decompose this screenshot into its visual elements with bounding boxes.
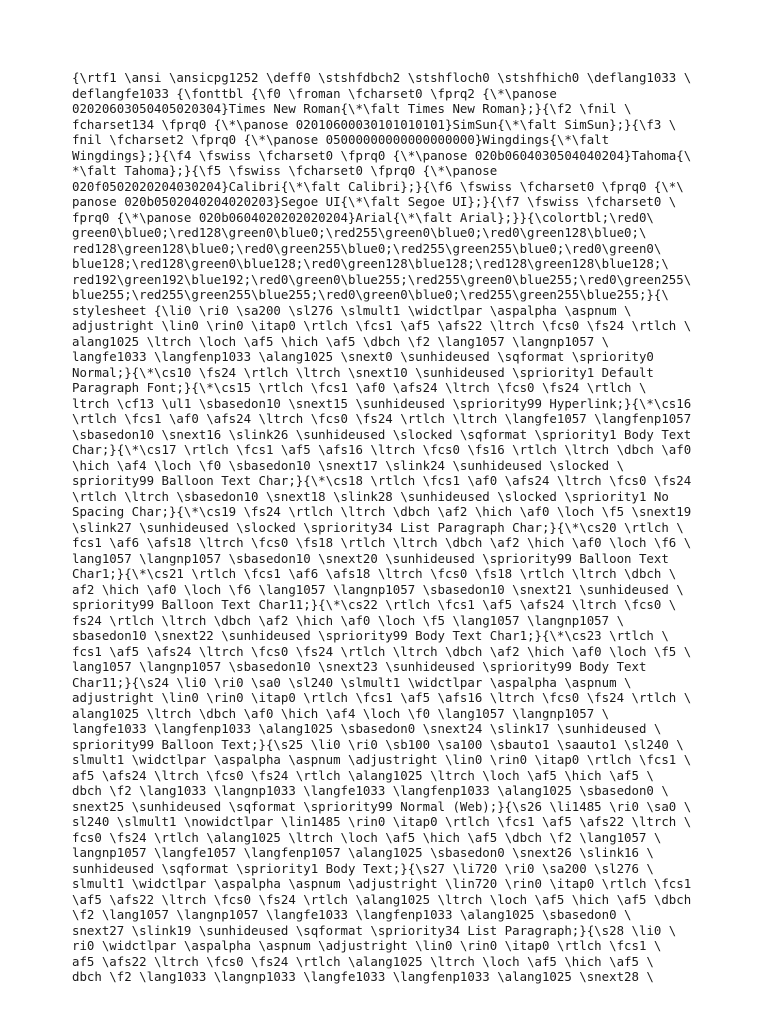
document-line: af5 \afs22 \ltrch \fcs0 \fs24 \rtlch \alang1025 \ltrch \loch \af5 \hich \af5 \ xyxy=(72,953,654,969)
document-line: fcs0 \fs24 \rtlch \alang1025 \ltrch \loch \af5 \hich \af5 \dbch \f2 \lang1057 \ xyxy=(72,829,662,845)
document-line: alang1025 \ltrch \loch \af5 \hich \af5 \dbch \f2 \lang1057 \langnp1057 \ xyxy=(72,333,610,349)
rtf-source-text xyxy=(72,70,702,985)
document-line: green0\blue0;\red128\green0\blue0;\red255\green0\blue0;\red0\green128\blue0;\ xyxy=(72,225,647,240)
document-line: alang1025 \ltrch \dbch \af0 \hich \af4 \loch \f0 \lang1057 \langnp1057 \ xyxy=(72,705,610,721)
document-line: {\rtf1 \ansi \ansicpg1252 \deff0 \stshfdbch2 \stshfloch0 \stshfhich0 \deflang1033 \ xyxy=(72,70,692,85)
document-line: ltrch \cf13 \ul1 \sbasedon10 \snext15 \sunhideused \spriority99 Hyperlink;}{\*\cs16 xyxy=(72,395,692,411)
document-line: Paragraph Font;}{\*\cs15 \rtlch \fcs1 \af0 \afs24 \ltrch \fcs0 \fs24 \rtlch \ xyxy=(72,380,647,395)
document-line: spriority99 Balloon Text;}{\s25 \li0 \ri0 \sb100 \sa100 \sbauto1 \saauto1 \sl240 \ xyxy=(72,736,684,752)
document-line: slmult1 \widctlpar \aspalpha \aspnum \adjustright \lin0 \rin0 \itap0 \rtlch \fcs1 \ xyxy=(72,752,692,767)
document-line: *\falt Tahoma};}{\f5 \fswiss \fcharset0 \fprq0 {\*\panose xyxy=(72,163,498,178)
document-line: sunhideused \sqformat \spriority1 Body Text;}{\s27 \li720 \ri0 \sa200 \sl276 \ xyxy=(72,860,654,876)
document-line: \f2 \lang1057 \langnp1057 \langfe1033 \langfenp1033 \alang1025 \sbasedon0 \ xyxy=(72,907,632,922)
document-line: \sbasedon10 \snext16 \slink26 \sunhideused \slocked \sqformat \spriority1 Body Text xyxy=(72,426,692,442)
document-line: panose 020b0502040204020203}Segoe UI{\*\falt Segoe UI};}{\f7 \fswiss \fcharset0 \ xyxy=(72,194,677,209)
document-line: fcs1 \af6 \afs18 \ltrch \fcs0 \fs18 \rtlch \ltrch \dbch \af2 \hich \af0 \loch \f6 \ xyxy=(72,535,692,550)
document-line: Spacing Char;}{\*\cs19 \fs24 \rtlch \ltrch \dbch \af2 \hich \af0 \loch \f5 \snext19 xyxy=(72,504,692,519)
document-line: 02020603050405020304}Times New Roman{\*\falt Times New Roman};}{\f2 \fnil \ xyxy=(72,101,632,116)
document-line: snext27 \slink19 \sunhideused \sqformat \spriority34 List Paragraph;}{\s28 \li0 \ xyxy=(72,922,677,938)
document-line: snext25 \sunhideused \sqformat \spriority99 Normal (Web);}{\s26 \li1485 \ri0 \sa0 \ xyxy=(72,798,692,814)
document-line: dbch \f2 \lang1033 \langnp1033 \langfe1033 \langfenp1033 \alang1025 \sbasedon0 \ xyxy=(72,783,669,798)
document-line: stylesheet {\li0 \ri0 \sa200 \sl276 \slmult1 \widctlpar \aspalpha \aspnum \ xyxy=(72,302,632,318)
document-line: Wingdings};}{\f4 \fswiss \fcharset0 \fprq0 {\*\panose 020b0604030504040204}Tahoma{\ xyxy=(72,147,692,163)
document-line: slmult1 \widctlpar \aspalpha \aspnum \adjustright \lin720 \rin0 \itap0 \rtlch \fcs1 xyxy=(72,876,692,891)
document-line: \hich \af4 \loch \f0 \sbasedon10 \snext17 \slink24 \sunhideused \slocked \ xyxy=(72,457,625,473)
document-line: red128\green128\blue0;\red0\green255\blue0;\red255\green255\blue0;\red0\green0\ xyxy=(72,240,662,256)
document-line: Char;}{\*\cs17 \rtlch \fcs1 \af5 \afs16 \ltrch \fcs0 \fs16 \rtlch \ltrch \dbch \af0 xyxy=(72,442,692,457)
document-line: fprq0 {\*\panose 020b0604020202020204}Arial{\*\falt Arial};}}{\colortbl;\red0\ xyxy=(72,209,654,225)
document-line: \af5 \afs22 \ltrch \fcs0 \fs24 \rtlch \alang1025 \ltrch \loch \af5 \hich \af5 \dbch xyxy=(72,891,692,907)
document-line: blue128;\red128\green0\blue128;\red0\green128\blue128;\red128\green128\blue128;\ xyxy=(72,256,669,271)
document-line: lang1057 \langnp1057 \sbasedon10 \snext23 \sunhideused \spriority99 Body Text xyxy=(72,659,647,674)
document-line: langfe1033 \langfenp1033 \alang1025 \snext0 \sunhideused \sqformat \spriority0 xyxy=(72,349,654,364)
document-line: adjustright \lin0 \rin0 \itap0 \rtlch \fcs1 \af5 \afs22 \ltrch \fcs0 \fs24 \rtlch \ xyxy=(72,318,692,333)
document-line: langfe1033 \langfenp1033 \alang1025 \sbasedon0 \snext24 \slink17 \sunhideused \ xyxy=(72,721,662,736)
document-line: Normal;}{\*\cs10 \fs24 \rtlch \ltrch \snext10 \sunhideused \spriority1 Default xyxy=(72,364,654,380)
document-line: fs24 \rtlch \ltrch \dbch \af2 \hich \af0 \loch \f5 \lang1057 \langnp1057 \ xyxy=(72,612,625,628)
document-line: fnil \fcharset2 \fprq0 {\*\panose 05000000000000000000}Wingdings{\*\falt xyxy=(72,132,610,147)
document-line: adjustright \lin0 \rin0 \itap0 \rtlch \fcs1 \af5 \afs16 \ltrch \fcs0 \fs24 \rtlch \ xyxy=(72,690,692,705)
document-line: lang1057 \langnp1057 \sbasedon10 \snext20 \sunhideused \spriority99 Balloon Text xyxy=(72,550,669,566)
document-line: af5 \afs24 \ltrch \fcs0 \fs24 \rtlch \alang1025 \ltrch \loch \af5 \hich \af5 \ xyxy=(72,767,654,783)
document-line: Char1;}{\*\cs21 \rtlch \fcs1 \af6 \afs18 \ltrch \fcs0 \fs18 \rtlch \ltrch \dbch \ xyxy=(72,566,677,581)
document-line: sbasedon10 \snext22 \sunhideused \spriority99 Body Text Char1;}{\*\cs23 \rtlch \ xyxy=(72,628,669,643)
document-line: fcs1 \af5 \afs24 \ltrch \fcs0 \fs24 \rtlch \ltrch \dbch \af2 \hich \af0 \loch \f5 \ xyxy=(72,643,692,659)
document-line: langnp1057 \langfe1057 \langfenp1057 \alang1025 \sbasedon0 \snext26 \slink16 \ xyxy=(72,845,654,860)
document-line: ri0 \widctlpar \aspalpha \aspnum \adjustright \lin0 \rin0 \itap0 \rtlch \fcs1 \ xyxy=(72,938,662,953)
document-line: Char11;}{\s24 \li0 \ri0 \sa0 \sl240 \slmult1 \widctlpar \aspalpha \aspnum \ xyxy=(72,674,632,690)
document-line: \rtlch \fcs1 \af0 \afs24 \ltrch \fcs0 \fs24 \rtlch \ltrch \langfe1057 \langfenp1057 xyxy=(72,411,692,426)
document-line: red192\green192\blue192;\red0\green0\blue255;\red255\green0\blue255;\red0\green255\ xyxy=(72,271,692,287)
document-line: 020f0502020204030204}Calibri{\*\falt Calibri};}{\f6 \fswiss \fcharset0 \fprq0 {\*\ xyxy=(72,178,684,194)
document-line: spriority99 Balloon Text Char11;}{\*\cs22 \rtlch \fcs1 \af5 \afs24 \ltrch \fcs0 \ xyxy=(72,597,677,612)
document-line: deflangfe1033 {\fonttbl {\f0 \froman \fcharset0 \fprq2 {\*\panose xyxy=(72,85,557,101)
document-line: \rtlch \ltrch \sbasedon10 \snext18 \slink28 \sunhideused \slocked \spriority1 No xyxy=(72,488,669,504)
document-line: \slink27 \sunhideused \slocked \spriority34 List Paragraph Char;}{\*\cs20 \rtlch \ xyxy=(72,519,684,535)
document-line: af2 \hich \af0 \loch \f6 \lang1057 \langnp1057 \sbasedon10 \snext21 \sunhideused \ xyxy=(72,581,684,597)
document-line: sl240 \slmult1 \nowidctlpar \lin1485 \rin0 \itap0 \rtlch \fcs1 \af5 \afs22 \ltrch \ xyxy=(72,814,692,829)
document-line: fcharset134 \fprq0 {\*\panose 02010600030101010101}SimSun{\*\falt SimSun};}{\f3 \ xyxy=(72,116,677,132)
document-line: spriority99 Balloon Text Char;}{\*\cs18 \rtlch \fcs1 \af0 \afs24 \ltrch \fcs0 \fs24 xyxy=(72,473,692,488)
document-line: blue255;\red255\green255\blue255;\red0\green0\blue0;\red255\green255\blue255;}{\ xyxy=(72,287,669,302)
document-line: dbch \f2 \lang1033 \langnp1033 \langfe1033 \langfenp1033 \alang1025 \snext28 \ xyxy=(72,969,654,984)
